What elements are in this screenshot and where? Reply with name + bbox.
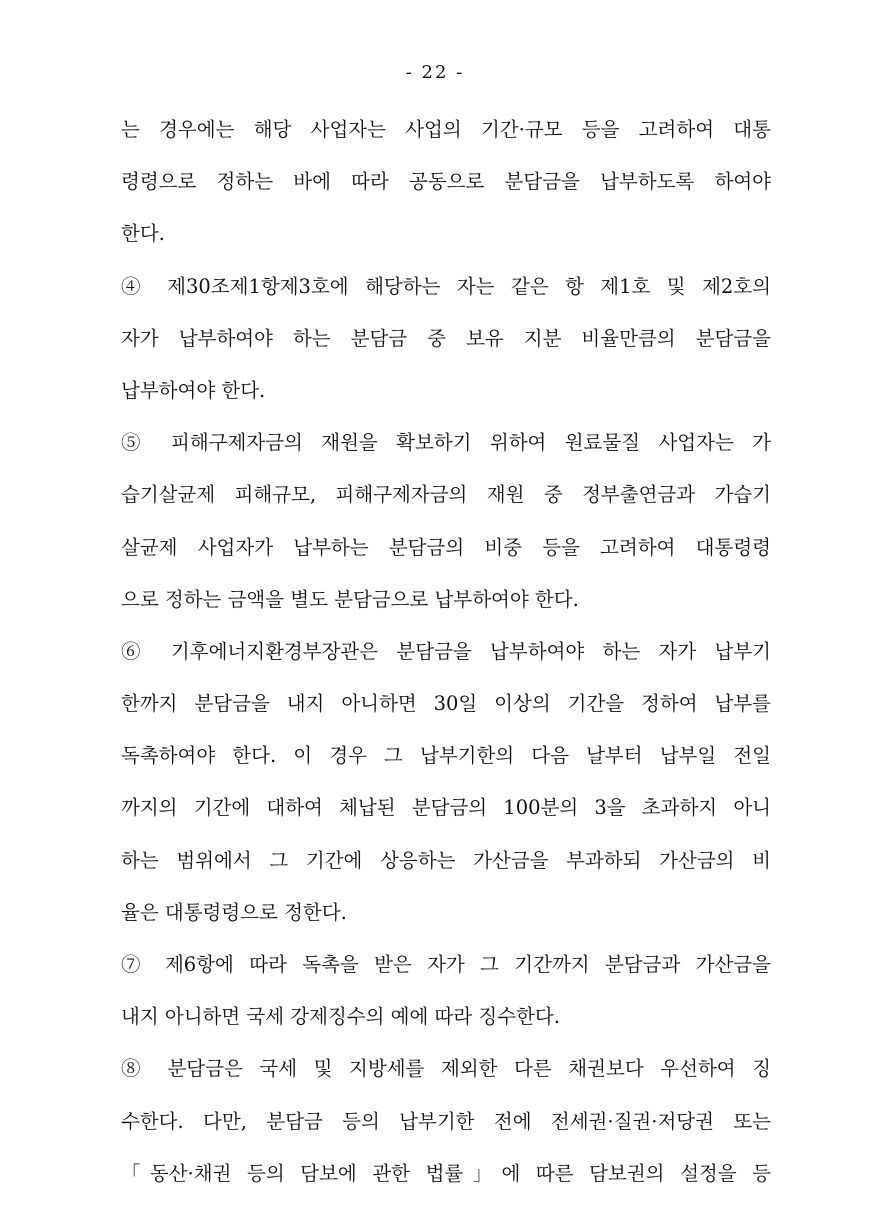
text-line: ⑦ 제6항에 따라 독촉을 받은 자가 그 기간까지 분담금과 가산금을: [121, 953, 771, 976]
text-line: 「동산·채권 등의 담보에 관한 법률」에 따른 담보권의 설정을 등: [121, 1161, 771, 1185]
text-line: 한까지 분담금을 내지 아니하면 30일 이상의 기간을 정하여 납부를: [121, 692, 771, 716]
body-text: [121, 106, 771, 1202]
text-line: 습기살균제 피해규모, 피해구제자금의 재원 중 정부출연금과 가습기: [121, 483, 771, 507]
text-line: 율은 대통령령으로 정한다.: [121, 900, 347, 924]
text-line: ⑤ 피해구제자금의 재원을 확보하기 위하여 원료물질 사업자는 가: [121, 431, 771, 455]
text-line: ⑥ 기후에너지환경부장관은 분담금을 납부하여야 하는 자가 납부기: [121, 639, 771, 663]
text-line: 살균제 사업자가 납부하는 분담금의 비중 등을 고려하여 대통령령: [121, 535, 771, 559]
text-line: 령령으로 정하는 바에 따라 공동으로 분담금을 납부하도록 하여야: [121, 170, 771, 194]
text-line: 내지 아니하면 국세 강제징수의 예에 따라 징수한다.: [121, 1005, 560, 1029]
text-line: 하는 범위에서 그 기간에 상응하는 가산금을 부과하되 가산금의 비: [121, 848, 771, 872]
text-line: ⑧ 분담금은 국세 및 지방세를 제외한 다른 채권보다 우선하여 징: [121, 1057, 771, 1081]
text-line: 한다.: [121, 222, 165, 246]
text-line: 독촉하여야 한다. 이 경우 그 납부기한의 다음 날부터 납부일 전일: [121, 744, 771, 768]
text-line: 으로 정하는 금액을 별도 분담금으로 납부하여야 한다.: [121, 587, 579, 611]
page-number: - 22 -: [405, 62, 465, 83]
text-line: 는 경우에는 해당 사업자는 사업의 기간·규모 등을 고려하여 대통: [121, 118, 771, 141]
text-line: 수한다. 다만, 분담금 등의 납부기한 전에 전세권·질권·저당권 또는: [121, 1109, 771, 1133]
text-line: ④ 제30조제1항제3호에 해당하는 자는 같은 항 제1호 및 제2호의: [121, 274, 771, 298]
text-line: 자가 납부하여야 하는 분담금 중 보유 지분 비율만큼의 분담금을: [121, 326, 771, 350]
text-line: 까지의 기간에 대하여 체납된 분담금의 100분의 3을 초과하지 아니: [121, 796, 771, 820]
text-line: 납부하여야 한다.: [121, 378, 266, 402]
